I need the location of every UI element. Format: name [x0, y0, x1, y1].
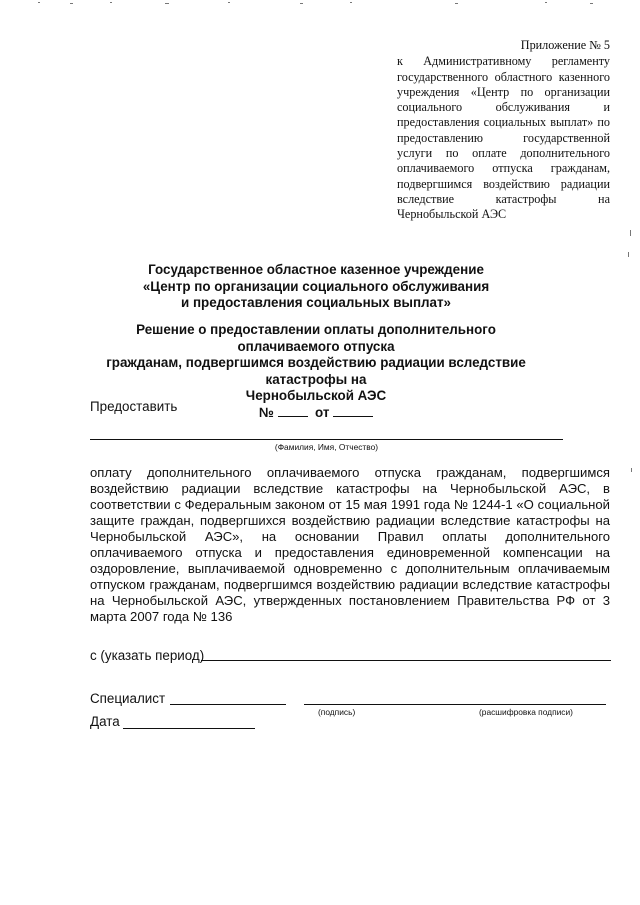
appendix-title: Приложение № 5 — [520, 38, 610, 52]
decision-date-label: от — [314, 404, 330, 420]
organization-line-2: «Центр по организации социального обслуживания — [142, 278, 490, 294]
decision-line-3: Чернобыльской АЭС — [245, 388, 387, 403]
signature-caption: (подпись) — [318, 707, 356, 717]
number-field[interactable] — [278, 405, 308, 417]
appendix-block — [397, 38, 610, 223]
period-label: с (указать период) — [90, 648, 205, 663]
period-field[interactable] — [201, 660, 611, 661]
provide-label: Предоставить — [90, 399, 178, 414]
date-label: Дата — [90, 714, 120, 729]
organization-line-1: Государственное областное казенное учреждение — [148, 262, 484, 277]
decoding-caption: (расшифровка подписи) — [479, 707, 573, 717]
decision-date-field[interactable] — [333, 405, 373, 417]
signature-field[interactable] — [304, 704, 606, 705]
organization-heading — [100, 262, 532, 312]
main-text: оплату дополнительного оплачиваемого отпуска гражданам, подвергшимся воздействию радиации вследствие катастрофы на Чернобыльской АЭС, в соответствии с Федеральным законом от 15 мая 1991 года № 1244-1 «О социальной защите граждан, подвергшихся воздействию радиации вследствие катастрофы на Чернобыльской АЭС», на основании Правил оплаты дополнительного оплачиваемого отпуска и предоставления единовременной компенсации на оздоровление, выплачиваемой одновременно с дополнительным оплачиваемым отпуском гражданам, подвергшимся воздействию радиации вследствие катастрофы на Чернобыльской АЭС, утвержденных постановлением Правительства РФ от 3 марта 2007 года № 136 — [90, 465, 610, 624]
decision-line-2: гражданам, подвергшимся воздействию радиации вследствие катастрофы на — [106, 355, 526, 387]
decision-line-1: Решение о предоставлении оплаты дополнительного оплачиваемого отпуска — [136, 322, 496, 354]
fio-field[interactable] — [90, 439, 563, 440]
organization-line-3: и предоставления социальных выплат» — [181, 295, 451, 310]
number-label: № — [258, 404, 274, 420]
appendix-text: к Административному регламенту государственного областного казенного учреждения «Центр по организации социального обслуживания и предоставления социальных выплат» по предоставлению государственной услуги по оплате дополнительного оплачиваемого отпуска гражданам, подвергшимся воздействию радиации вследствие катастрофы на Чернобыльской АЭС — [397, 54, 610, 222]
specialist-label: Специалист — [90, 691, 166, 706]
fio-caption: (Фамилия, Имя, Отчество) — [274, 442, 379, 452]
specialist-field[interactable] — [170, 704, 286, 705]
date-field[interactable] — [123, 728, 255, 729]
